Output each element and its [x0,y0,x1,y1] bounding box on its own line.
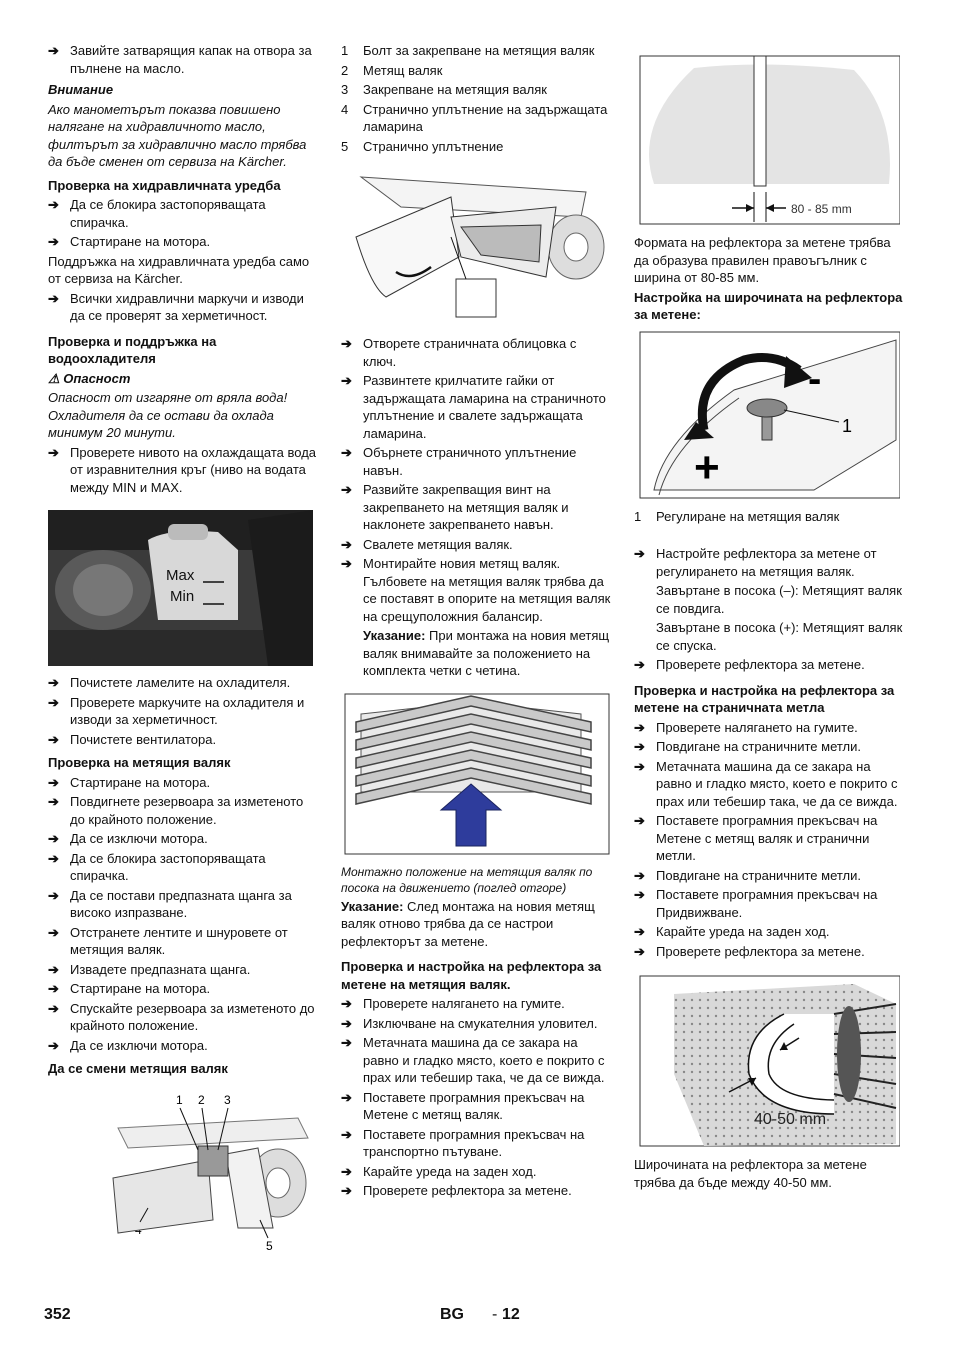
bullet: ➔ Отстранете лентите и шнуровете от метящия валяк. [48,924,288,957]
language-code: BG [440,1306,464,1323]
warning-icon: ⚠ [48,370,60,386]
attention-text: Ако манометърът показва повишено налягане на хидравличното масло, филтърът за хидравлично масло трябва да бъде сменен от сервиза на Kärcher. [48,101,307,169]
fig-num-2: 2 [198,1092,205,1107]
arrow-icon: ➔ [341,1183,352,1198]
legend-item: 5 Странично уплътнение [341,138,504,154]
min-label: Min [170,588,195,605]
bullet: ➔ Да се постави предпазната щанга за високо изпразване. [48,887,292,920]
bullet: ➔ Свалете метящия валяк. [341,536,513,552]
arrow-icon: ➔ [48,887,59,903]
bullet: ➔ Проверете рефлектора за метене. [634,943,865,959]
bullet: ➔ Повдигане на страничните метли. [634,739,861,754]
bullet: ➔ Повдигане на страничните метли. [634,867,861,883]
heading-reflector: Проверка и настройка на рефлектора за метене на метящия валяк. [341,959,602,992]
arrow-icon: ➔ [48,1037,59,1053]
column-left [48,42,320,1266]
bullet: ➔ Развийте закрепващия винт на закрепването на метящия валяк и наклонете закрепването навън. [341,482,569,532]
arrow-icon: ➔ [341,556,352,571]
arrow-icon: ➔ [48,924,59,940]
arrow-icon: ➔ [48,694,59,710]
arrow-icon: ➔ [48,234,59,249]
roller-change-figure [48,1088,313,1258]
arrow-icon: ➔ [634,887,645,902]
arrow-icon: ➔ [48,444,59,460]
bullet: ➔ Стартиране на мотора. [48,981,211,996]
bullet: ➔ Да се изключи мотора. [48,831,208,846]
bullet: ➔ Да се изключи мотора. [48,1037,208,1053]
arrow-icon: ➔ [48,961,59,977]
heading-hydraulic: Проверка на хидравличната уредба [48,177,281,193]
arrow-icon: ➔ [341,1089,352,1105]
bullet: ➔ Поставете програмния прекъсвач на транспортно пътуване. [341,1126,585,1159]
side-panel-figure [341,167,606,327]
bullet: ➔ Проверете рефлектора за метене. [341,1183,572,1198]
bullet: ➔ Настройте рефлектора за метене от регулирането на метящия валяк. [634,546,877,579]
bullet: ➔ Да се блокира застопоряващата спирачка. [48,197,266,230]
arrow-icon: ➔ [48,290,59,306]
arrow-icon: ➔ [634,739,645,754]
attention-label: Внимание [48,82,114,97]
legend-item: 3 Закрепване на метящия валяк [341,82,547,97]
arrow-icon: ➔ [341,1163,352,1179]
bullet: ➔ Завийте затварящия капак на отвора за пълнене на масло. [48,43,312,76]
bullet: ➔ Проверете налягането на гумите. [634,719,858,735]
bullet: ➔ Развинтете крилчатите гайки от задържащата ламарина на страничното уплътнение и свалете задържащата ламарина. [341,373,606,441]
plus-label: + [694,442,720,492]
minus-info: Завъртане в посока (–): Метящият валяк се повдига. [656,583,902,616]
heading-side-broom: Проверка и настройка на рефлектора за метене на страничната метла [634,682,895,715]
bullet: ➔ Метачната машина да се закара на равно и гладко място, което е покрито с прах или тебешир така, че да се вижда. [634,758,898,809]
arrow-icon: ➔ [48,794,59,809]
arrow-icon: ➔ [341,482,352,497]
danger-label: ⚠ Опасност [48,370,131,386]
arrow-icon: ➔ [634,546,645,561]
heading-width: Настройка на широчината на рефлектора за метене: [634,289,903,322]
maintenance-text: Поддръжка на хидравличната уредба само от сервиза на Kärcher. [48,253,310,286]
width-text: Широчината на рефлектора за метене трябва да бъде между 40-50 мм. [634,1157,867,1190]
bullet: ➔ Всички хидравлични маркучи и изводи да се проверят за херметичност. [48,290,304,323]
reflector-width-figure [634,54,900,226]
danger-text: Опасност от изгаряне от вряла вода! Охладителя да се остави да охлада минимум 20 минути. [48,390,288,440]
note-2: Указание: След монтажа на новия метящ валяк отново трябва да се настрои рефлекторът за метене. [341,898,595,949]
adjust-knob-figure [634,330,900,500]
bullet: ➔ Стартиране на мотора. [48,774,211,790]
bullet: ➔ Проверете рефлектора за метене. [634,657,865,672]
arrow-icon: ➔ [48,675,59,690]
heading-roller: Проверка на метящия валяк [48,755,231,770]
arrow-icon: ➔ [48,774,59,790]
arrow-icon: ➔ [48,731,59,747]
chapter-page: 12 [502,1306,520,1323]
column-right [634,42,906,1193]
bullet: ➔ Проверете нивото на охлаждащата вода от изравнителния кръг (ниво на водата между MIN и MAX. [48,444,317,495]
fig-num-3: 3 [224,1092,231,1107]
arrow-icon: ➔ [48,981,59,996]
arrow-icon: ➔ [634,719,645,735]
footer-separator: - [492,1306,498,1323]
bullet: ➔ Изключване на смукателния уловител. [341,1015,598,1031]
bullet: ➔ Проверете маркучите на охладителя и изводи за херметичност. [48,694,305,727]
arrow-icon: ➔ [341,996,352,1011]
legend-item: 4 Странично уплътнение на задържащата ламарина [341,101,608,134]
page-number: 352 [44,1306,71,1323]
side-broom-figure [634,974,900,1148]
arrow-icon: ➔ [634,943,645,959]
shape-text: Формата на рефлектора за метене трябва да образува правилен правоъгълник с ширина от 80-85 мм. [634,235,891,285]
distance-label: 40-50 mm [754,1111,827,1128]
arrow-icon: ➔ [341,1126,352,1142]
bullet: ➔ Поставете програмния прекъсвач на Метене с метящ валяк. [341,1089,585,1122]
arrow-icon: ➔ [341,336,352,351]
arrow-icon: ➔ [341,445,352,460]
legend-item: 1 Регулиране на метящия валяк [634,508,840,524]
arrow-icon: ➔ [634,867,645,883]
plus-info: Завъртане в посока (+): Метящият валяк се спуска. [656,620,903,653]
bullet: ➔ Извадете предпазната щанга. [48,961,251,977]
figure-caption: Монтажно положение на метящия валяк по посока на движението (поглед отгоре) [341,864,593,895]
arrow-icon: ➔ [634,924,645,939]
arrow-icon: ➔ [341,373,352,388]
arrow-icon: ➔ [634,758,645,774]
legend-item: 1 Болт за закрепване на метящия валяк [341,43,595,58]
width-label: 80 - 85 mm [791,202,852,216]
knob-number: 1 [842,415,853,436]
minus-label: - [808,356,822,401]
max-label: Max [166,567,195,584]
heading-cooling: Проверка и поддръжка на водоохладителя [48,333,217,366]
note-1: Указание: При монтажа на новия метящ валяк внимавайте за положението на комплекта четки с четина. [363,628,610,678]
bullet: ➔ Повдигнете резервоара за изметеното до крайното положение. [48,794,304,827]
bullet: ➔ Поставете програмния прекъсвач на Метене с метящ валяк и странични метли. [634,813,878,863]
brush-orientation-figure [341,692,613,856]
bullet: ➔ Почистете вентилатора. [48,731,217,747]
arrow-icon: ➔ [341,1035,352,1050]
arrow-icon: ➔ [341,536,352,552]
bullet: ➔ Спускайте резервоара за изметеното до крайното положение. [48,1000,315,1033]
arrow-icon: ➔ [48,43,59,58]
arrow-icon: ➔ [634,813,645,828]
coolant-tank-photo [48,510,313,666]
bullet: ➔ Карайте уреда на заден ход. [341,1163,537,1179]
arrow-icon: ➔ [48,850,59,866]
bullet: ➔ Проверете налягането на гумите. [341,996,565,1011]
arrow-icon: ➔ [48,197,59,212]
arrow-icon: ➔ [634,657,645,672]
bullet: ➔ Поставете програмния прекъсвач на Придвижване. [634,887,878,920]
bullet: ➔ Монтирайте новия метящ валяк. Гълбовете на метящия валяк трябва да се поставят в опорите на метящия валяк на срещуположния балансир. [341,556,611,624]
fig-num-5: 5 [266,1238,273,1253]
arrow-icon: ➔ [48,831,59,846]
bullet: ➔ Отворете страничната облицовка с ключ. [341,336,577,369]
bullet: ➔ Да се блокира застопоряващата спирачка. [48,850,266,883]
heading-change-roller: Да се смени метящия валяк [48,1061,228,1076]
bullet: ➔ Стартиране на мотора. [48,234,211,249]
bullet: ➔ Обърнете страничното уплътнение навън. [341,445,577,478]
fig-num-1: 1 [176,1092,183,1107]
bullet: ➔ Почистете ламелите на охладителя. [48,675,291,690]
legend-item: 2 Метящ валяк [341,62,443,78]
arrow-icon: ➔ [341,1015,352,1031]
arrow-icon: ➔ [48,1000,59,1016]
bullet: ➔ Метачната машина да се закара на равно и гладко място, което е покрито с прах или тебешир така, че да се вижда. [341,1035,605,1085]
bullet: ➔ Карайте уреда на заден ход. [634,924,830,939]
column-middle [341,42,613,1202]
